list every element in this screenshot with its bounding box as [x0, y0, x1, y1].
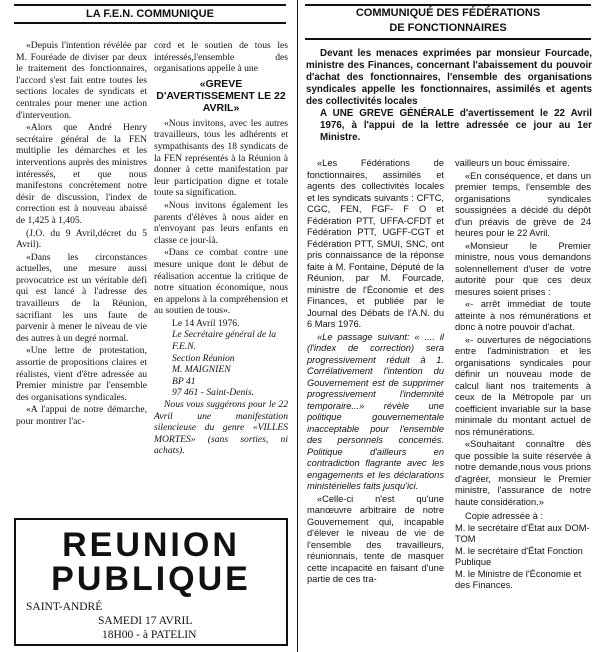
right-header-line2: DE FONCTIONNAIRES — [389, 22, 507, 34]
paragraph: cord et le soutien de tous les intéressés,l'ensemble des organisations appelle à une — [154, 40, 288, 75]
right-article-column-1 — [307, 158, 444, 586]
right-article-column-2 — [455, 158, 591, 592]
paragraph: «Alors que André Henry secrétaire général de la FEN multiplie les démarches et les interventions auprès des ministres intéressés, et que nous manifestons concrètement notre désir de discussion, l'index de correction est à nouveau abaissé de 1,425 à 1,405. — [16, 122, 147, 226]
meeting-place: SAINT-ANDRÉ — [26, 601, 103, 613]
paragraph: «- ouvertures de négociations entre l'administration et les organisations syndicales pour définir un nouveau mode de calcul liant nos traitements à ceux de la Métropole par un coefficient invariable sur la base minimale du montant actuel de nos rémunérations. — [455, 334, 591, 437]
left-article-column-1 — [16, 40, 147, 428]
copies-label: Copie adressée à : — [465, 511, 544, 521]
copy-recipient: M. le Ministre de l'Économie et des Finances. — [455, 568, 582, 590]
paragraph: vailleurs un bouc émissaire. — [455, 158, 570, 168]
signature-line: 97 461 - Saint-Denis. — [172, 387, 255, 399]
paragraph: «Nous invitons également les parents d'élèves à nous aider en n'envoyant pas leurs enfants en classe ce jour-là. — [154, 199, 288, 246]
signature-line: Le Secrétaire général de la F.E.N. — [172, 329, 277, 353]
meeting-title-line1: REUNION — [62, 526, 240, 564]
date-line: Le 14 Avril 1976. — [172, 317, 240, 329]
meeting-title-line2: PUBLIQUE — [51, 560, 251, 598]
paragraph: «Celle-ci n'est qu'une manœuvre arbitraire de notre Gouvernement qui, incapable d'élever le niveau de vie de l'ensemble des travailleurs, réunionnais, tente de masquer cette incapacité en faisant d'une partie de ces tra- — [307, 493, 444, 584]
paragraph: «En conséquence, et dans un premier temps, l'ensemble des organisations syndicales soussignées a décidé du dépôt d'un préavis de grève de 24 heures pour le 22 Avril. — [455, 170, 591, 238]
public-meeting-box — [14, 518, 288, 646]
meeting-date: SAMEDI 17 AVRIL — [98, 615, 193, 627]
strike-headline: «GREVE D'AVERTISSEMENT LE 22 AVRIL» — [156, 77, 286, 114]
paragraph: «Nous invitons, avec les autres travailleurs, tous les adhérents et sympathisants des 18 syndicats de la FEN représentés à la Réunion à donner à cette manifestation par leur participation digne et totale toute sa signification. — [154, 117, 288, 199]
paragraph: «Dans les circonstances actuelles, une mesure aussi provocatrice est un véritable défi qui est lancé à l'adresse des travailleurs de la Réunion, sacrifiant les uns faute de parvenir à mener le niveau de vie des autres à un degré normal. — [16, 251, 147, 344]
paragraph: «Dans ce combat contre une mesure unique dont le début de réalisation accentue la critique de notre situation économique, nous en appelons à la compréhension et au soutien de tous». — [154, 247, 288, 317]
paragraph: «Le passage suivant: « .... il (l'index de correction) sera progressivement réduit à 1. Corrélativement l'intention du Gouvernement est de supprimer progressivement l'indemnité temporaire...» révèle une politique gouvernementale inacceptable pour l'ensemble des personnels concernés. Politique d'ailleurs en contradiction flagrante avec les engagements et les déclarations ministérielles faits jusqu'ici. — [307, 331, 444, 491]
signature-line: BP 41 — [172, 375, 196, 387]
left-article-header: LA F.E.N. COMMUNIQUE — [14, 4, 286, 24]
copy-recipient: M. le secrétaire d'État Fonction Publique — [455, 545, 583, 567]
lead-paragraph: Devant les menaces exprimées par monsieur Fourcade, ministre des Finances, concernant l'abaissement du pouvoir d'achat des fonctionnaires, l'ensemble des organisations syndicales appelle les fonctionnaires, assimilés et agents des collectivités locales — [306, 48, 592, 107]
paragraph: «Les Fédérations de fonctionnaires, assimilés et agents des collectivités locales et les syndicats suivants : CFTC, CGC, FEN, FGF- F O et Fédération PTT, UFFA-CFDT et Fédération PTT, UGFF-CGT et Fédération PTT, SMUI, SNC, ont pris connaissance de la réponse faite à M. Fontaine, Député de la Réunion, par M. Fourcade, ministre de l'Économie et des Finances, et publiée par le Journal des Débats de l'A.N. du 6 Mars 1976. — [307, 158, 444, 329]
paragraph: «- arrêt immédiat de toute atteinte à nos rémunérations et donc à notre pouvoir d'achat. — [455, 299, 591, 332]
paragraph: «Souhaitant connaître dès que possible la suite réservée à notre demande,nous vous prions d'agréer, monsieur le Premier ministre, l'assurance de notre haute considération.» — [455, 439, 591, 507]
suggestion-note: Nous vous suggérons pour le 22 Avril une manifestation silencieuse du genre «VILLES MORTES» (sans sorties, ni achats). — [154, 399, 288, 457]
paragraph: «A l'appui de notre démarche, pour montrer l'ac- — [16, 404, 147, 427]
paragraph: (J.O. du 9 Avril,décret du 5 Avril). — [16, 227, 147, 251]
meeting-time: 18H00 - à PATELIN — [102, 629, 197, 641]
signature-line: Section Réunion — [172, 352, 235, 364]
right-article-header — [305, 4, 591, 40]
paragraph: «Depuis l'intention révélée par M. Fouréade de diviser par deux le traitement des fonctionnaires, l'accord s'est fait entre toutes les sections locales de syndicats et centrales pour mener une action d'intervention. — [16, 40, 147, 121]
left-article-column-2 — [154, 40, 288, 457]
right-article-lead — [306, 48, 592, 144]
paragraph: «Monsieur le Premier ministre, nous vous demandons solennellement d'user de votre autorité pour que ces deux mesures soient prises : — [455, 240, 591, 297]
column-divider — [297, 0, 298, 652]
right-header-line1: COMMUNIQUÉ DES FÉDÉRATIONS — [355, 7, 541, 19]
signature-line: M. MAIGNIEN — [172, 364, 231, 376]
signature-block — [154, 329, 288, 399]
copy-recipient: M. le secrétaire d'État aux DOM-TOM — [455, 522, 590, 544]
paragraph: «Une lettre de protestation, assortie de propositions claires et réalistes, vient d'être adressée au Premier ministre par l'ensemble des organisations syndicales. — [16, 345, 147, 403]
strike-appeal: A UNE GREVE GÉNÉRALE d'avertissement le 22 Avril 1976, à l'appui de la lettre adressée ce jour au 1er Ministre. — [320, 108, 592, 143]
